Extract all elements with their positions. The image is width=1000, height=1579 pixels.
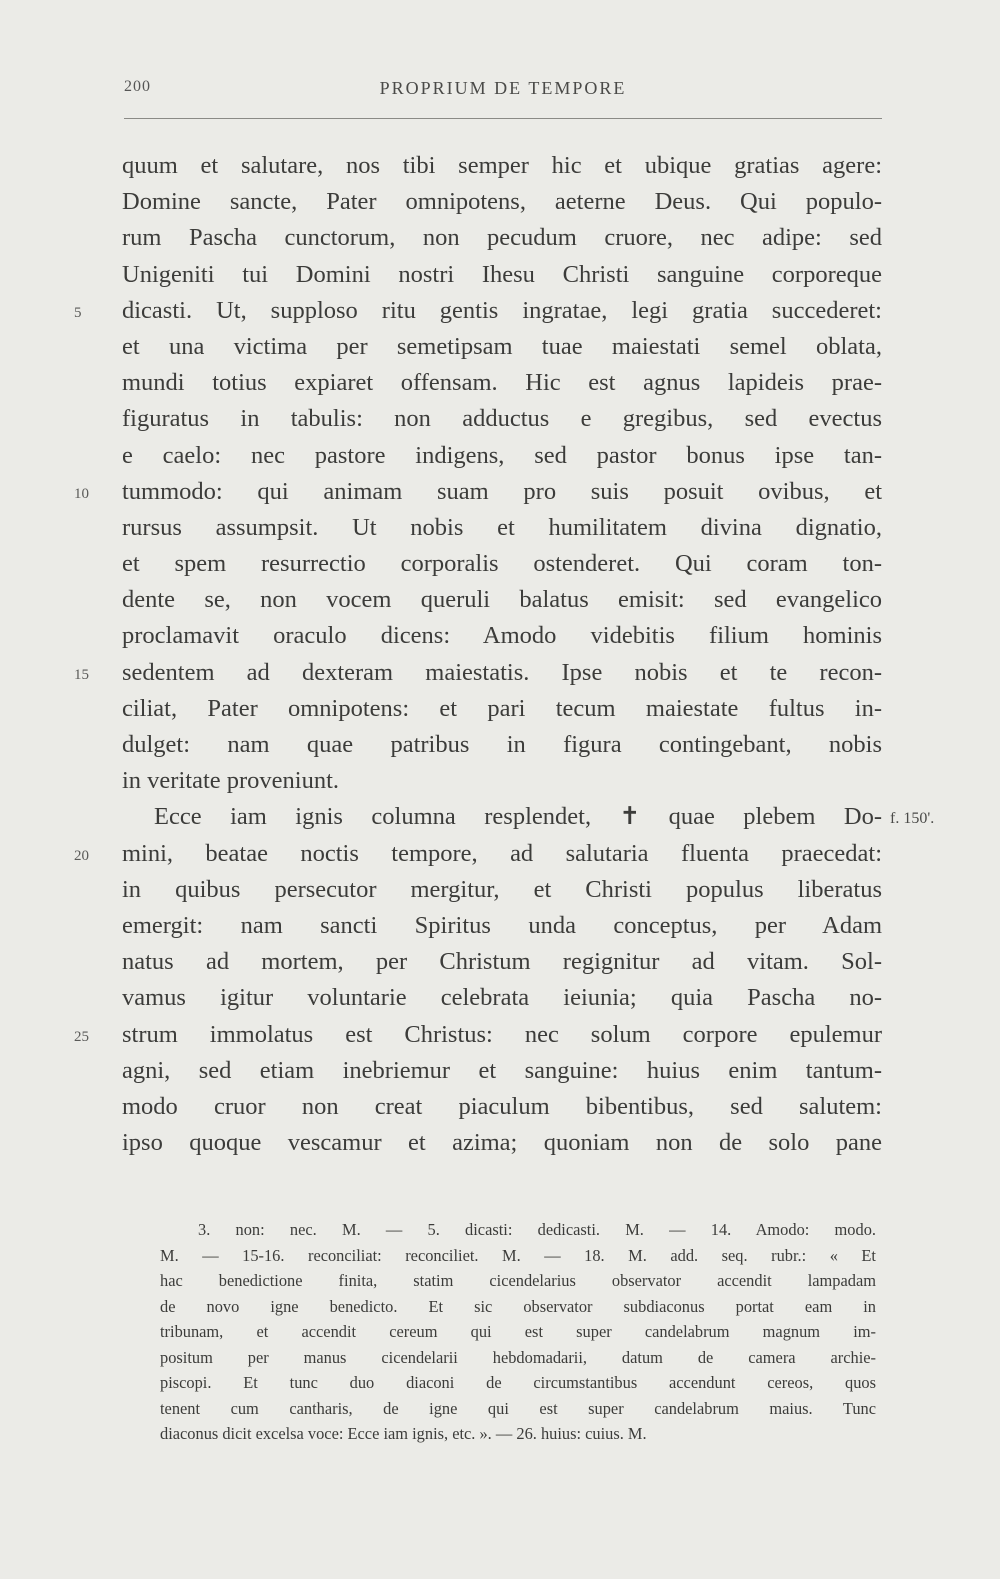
text-line bbox=[122, 546, 882, 582]
line-number: 15 bbox=[74, 666, 89, 683]
text-line bbox=[122, 691, 882, 727]
line-number: 5 bbox=[74, 304, 82, 321]
text-line bbox=[122, 401, 882, 437]
text-line bbox=[122, 763, 882, 799]
line-text: in veritate proveniunt. bbox=[122, 767, 340, 795]
line-text: mundi totius expiaret offensam. Hic est agnus lapideis prae- bbox=[122, 369, 882, 397]
header-rule bbox=[124, 118, 882, 119]
text-line bbox=[122, 184, 882, 220]
line-text: proclamavit oraculo dicens: Amodo videbitis filium hominis bbox=[122, 622, 882, 650]
line-text: strum immolatus est Christus: nec solum corpore epulemur bbox=[122, 1020, 882, 1048]
line-text: in quibus persecutor mergitur, et Christi populus liberatus bbox=[122, 875, 882, 903]
line-number: 25 bbox=[74, 1028, 89, 1045]
line-text: et spem resurrectio corporalis ostenderet. Qui coram ton- bbox=[122, 550, 882, 578]
line-text: tummodo: qui animam suam pro suis posuit ovibus, et bbox=[122, 477, 882, 505]
line-text: ipso quoque vescamur et azima; quoniam non de solo pane bbox=[122, 1129, 882, 1157]
text-line bbox=[74, 1017, 882, 1053]
footnote-line: tribunam, et accendit cereum qui est super candelabrum magnum im- bbox=[160, 1322, 876, 1341]
text-line bbox=[122, 1125, 882, 1161]
footnote-line: diaconus dicit excelsa voce: Ecce iam ignis, etc. ». — 26. huius: cuius. M. bbox=[160, 1424, 647, 1443]
line-text: vamus igitur voluntarie celebrata ieiunia; quia Pascha no- bbox=[122, 984, 882, 1012]
line-text: rursus assumpsit. Ut nobis et humilitatem divina dignatio, bbox=[122, 513, 882, 541]
text-line bbox=[122, 148, 882, 184]
line-text: emergit: nam sancti Spiritus unda conceptus, per Adam bbox=[122, 911, 882, 939]
line-text: rum Pascha cunctorum, non pecudum cruore, nec adipe: sed bbox=[122, 224, 882, 252]
running-head: PROPRIUM DE TEMPORE bbox=[379, 78, 627, 98]
text-line bbox=[122, 1089, 882, 1125]
text-line bbox=[122, 329, 882, 365]
line-text: modo cruor non creat piaculum bibentibus, sed salutem: bbox=[122, 1092, 882, 1120]
line-text: dicasti. Ut, supploso ritu gentis ingratae, legi gratia succederet: bbox=[122, 296, 882, 324]
text-line bbox=[122, 908, 882, 944]
line-text: dente se, non vocem queruli balatus emisit: sed evangelico bbox=[122, 586, 882, 614]
line-text: Ecce iam ignis columna resplendet, ✝ quae plebem Do- bbox=[154, 803, 882, 831]
text-line bbox=[122, 980, 882, 1016]
text-line bbox=[122, 1053, 882, 1089]
critical-apparatus bbox=[160, 1217, 876, 1447]
text-line bbox=[74, 655, 882, 691]
line-text: ciliat, Pater omnipotens: et pari tecum maiestate fultus in- bbox=[122, 694, 882, 722]
footnote-line: M. — 15-16. reconciliat: reconciliet. M. — 18. M. add. seq. rubr.: « Et bbox=[160, 1245, 876, 1265]
line-text: et una victima per semetipsam tuae maiestati semel oblata, bbox=[122, 332, 882, 360]
line-text: quum et salutare, nos tibi semper hic et ubique gratias agere: bbox=[122, 152, 882, 179]
text-line bbox=[122, 438, 882, 474]
text-line bbox=[122, 618, 882, 654]
text-line bbox=[122, 220, 882, 256]
main-text bbox=[74, 148, 935, 1161]
text-line bbox=[122, 257, 882, 293]
text-line bbox=[74, 836, 882, 872]
page-number: 200 bbox=[124, 78, 151, 95]
footnote-line: positum per manus cicendelarii hebdomadarii, datum de camera archie- bbox=[160, 1347, 876, 1367]
text-line bbox=[122, 727, 882, 763]
text-line bbox=[74, 474, 882, 510]
footnote-line: 3. non: nec. M. — 5. dicasti: dedicasti. M. — 14. Amodo: modo. bbox=[198, 1220, 876, 1239]
line-text: dulget: nam quae patribus in figura contingebant, nobis bbox=[122, 731, 882, 758]
footnote-line: piscopi. Et tunc duo diaconi de circumstantibus accendunt cereos, quos bbox=[160, 1373, 876, 1392]
line-text: mini, beatae noctis tempore, ad salutaria fluenta praecedat: bbox=[122, 839, 882, 867]
line-text: figuratus in tabulis: non adductus e gregibus, sed evectus bbox=[122, 405, 882, 433]
line-text: Unigeniti tui Domini nostri Ihesu Christi sanguine corporeque bbox=[122, 260, 882, 288]
text-line bbox=[122, 582, 882, 618]
text-line bbox=[122, 872, 882, 908]
text-line bbox=[122, 510, 882, 546]
footnote-line: tenent cum cantharis, de igne qui est super candelabrum maius. Tunc bbox=[160, 1398, 876, 1418]
line-text: agni, sed etiam inebriemur et sanguine: huius enim tantum- bbox=[122, 1056, 882, 1084]
page-header bbox=[124, 78, 882, 102]
footnote-line: de novo igne benedicto. Et sic observator subdiaconus portat eam in bbox=[160, 1296, 876, 1316]
line-number: 10 bbox=[74, 485, 89, 502]
footnote-line: hac benedictione finita, statim cicendelarius observator accendit lampadam bbox=[160, 1271, 876, 1290]
line-text: natus ad mortem, per Christum regignitur ad vitam. Sol- bbox=[122, 948, 882, 976]
text-line bbox=[122, 365, 882, 401]
line-text: sedentem ad dexteram maiestatis. Ipse nobis et te recon- bbox=[122, 658, 882, 686]
line-number: 20 bbox=[74, 847, 89, 864]
text-line bbox=[122, 944, 882, 980]
text-line bbox=[74, 293, 882, 329]
text-line bbox=[122, 799, 935, 835]
line-text: e caelo: nec pastore indigens, sed pastor bonus ipse tan- bbox=[122, 441, 882, 469]
line-text: Domine sancte, Pater omnipotens, aeterne Deus. Qui populo- bbox=[122, 188, 882, 216]
folio-marginal-note: f. 150'. bbox=[890, 810, 935, 828]
